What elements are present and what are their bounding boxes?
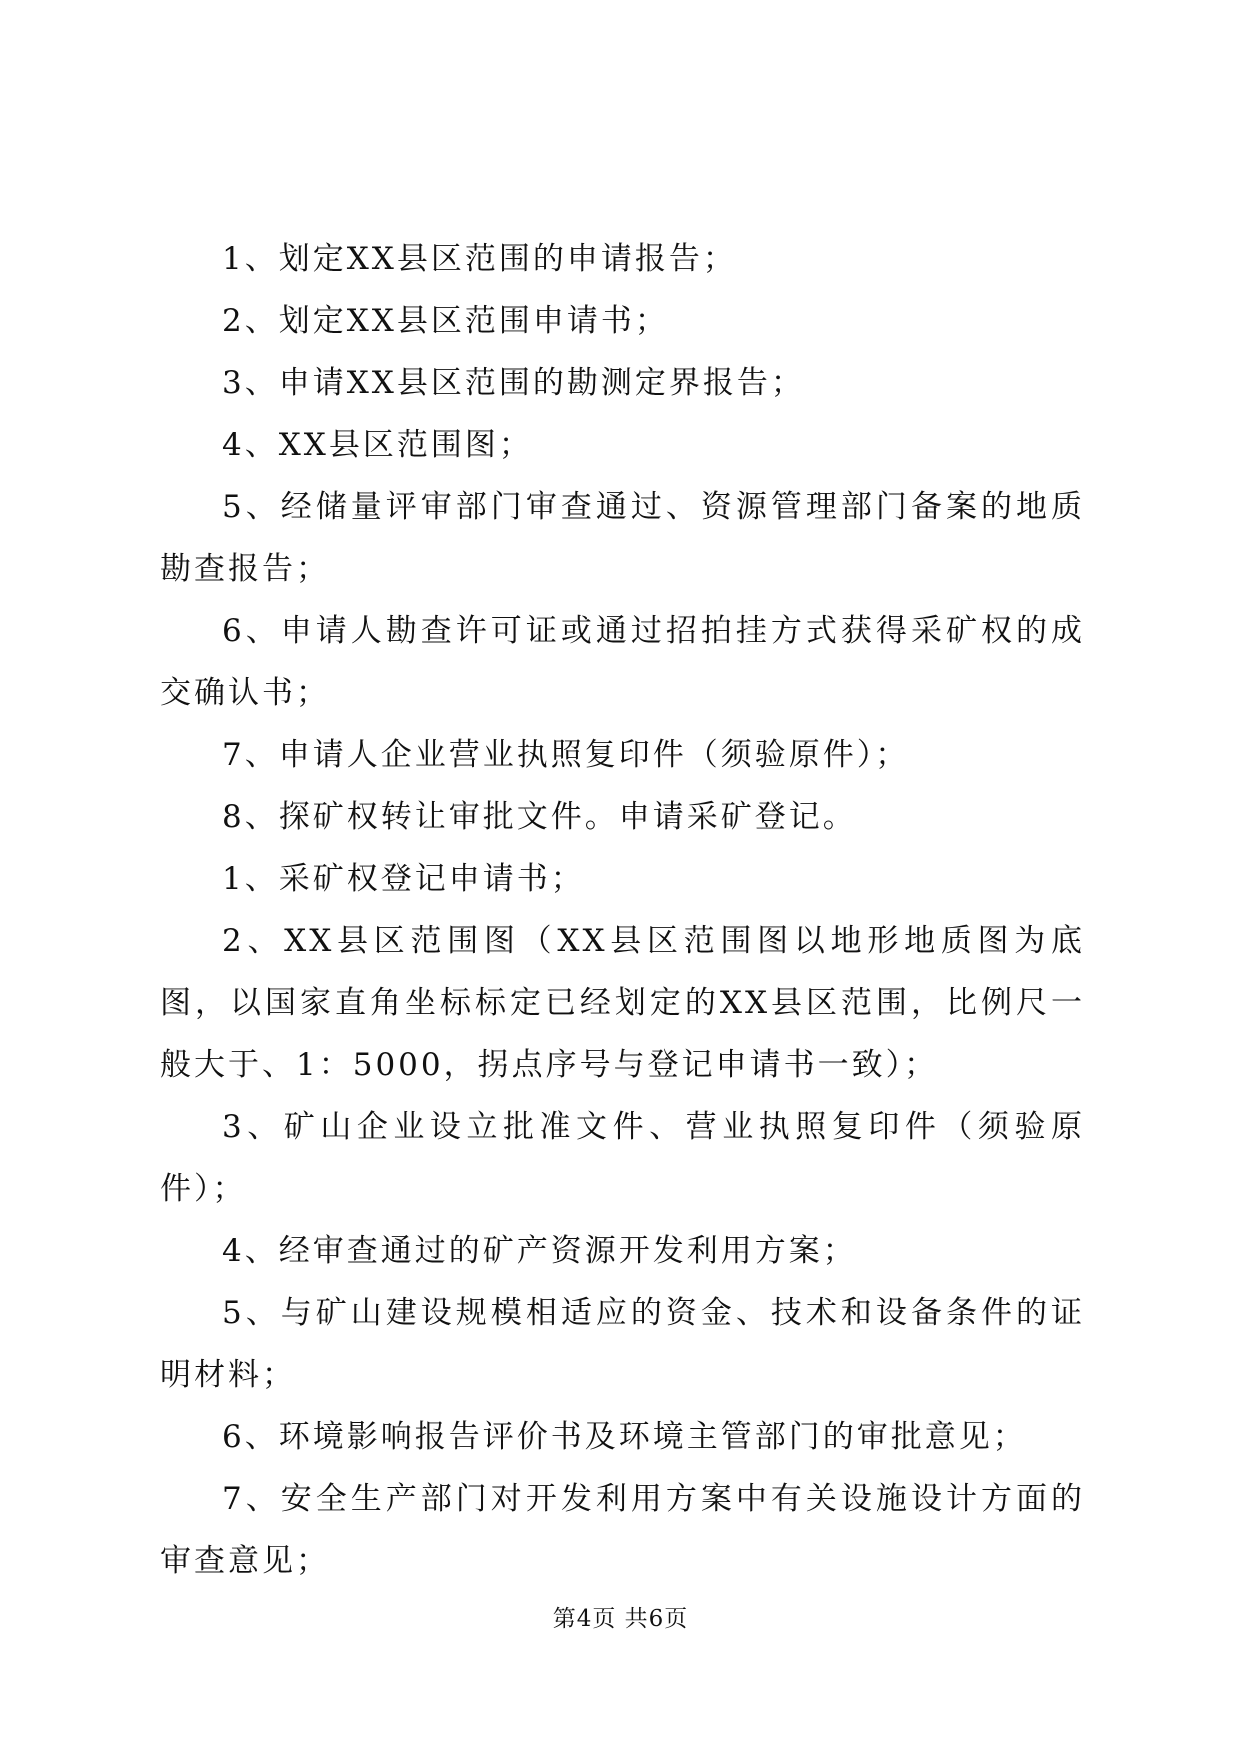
paragraph: 6、申请人勘查许可证或通过招拍挂方式获得采矿权的成交确认书； [160,613,1085,711]
paragraph: 5、与矿山建设规模相适应的资金、技术和设备条件的证明材料； [160,1295,1085,1393]
paragraph: 7、安全生产部门对开发利用方案中有关设施设计方面的审查意见； [160,1481,1085,1579]
paragraph: 4、经审查通过的矿产资源开发利用方案； [222,1233,857,1269]
paragraph: 2、划定XX县区范围申请书； [222,303,669,339]
page-number-footer: 第4页 共6页 [552,1606,689,1632]
paragraph: 6、环境影响报告评价书及环境主管部门的审批意见； [222,1419,1027,1455]
document-body [160,228,1085,1592]
paragraph: 2、XX县区范围图（XX县区范围图以地形地质图为底图，以国家直角坐标标定已经划定的XX县区范围，比例尺一般大于、1：5000，拐点序号与登记申请书一致）； [160,923,1085,1083]
paragraph: 3、矿山企业设立批准文件、营业执照复印件（须验原件）； [160,1109,1085,1207]
paragraph: 5、经储量评审部门审查通过、资源管理部门备案的地质勘查报告； [160,489,1085,587]
paragraph: 7、申请人企业营业执照复印件（须验原件）； [222,737,910,773]
paragraph: 3、申请XX县区范围的勘测定界报告； [222,365,805,401]
paragraph: 8、探矿权转让审批文件。申请采矿登记。 [222,799,857,835]
paragraph: 1、采矿权登记申请书； [222,861,585,897]
paragraph: 1、划定XX县区范围的申请报告； [222,241,737,277]
paragraph: 4、XX县区范围图； [222,427,533,463]
